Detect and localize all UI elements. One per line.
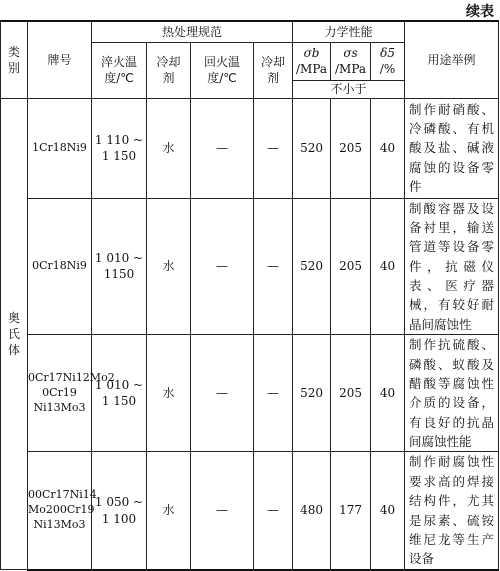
- table-row: [1, 335, 499, 452]
- sigma-b-cell: 520: [293, 198, 331, 335]
- grade-header: 牌号: [28, 21, 92, 98]
- temper-temp-cell: —: [191, 98, 254, 198]
- temper-temp-header: 回火温 度/℃: [191, 42, 254, 98]
- delta-cell: 40: [371, 452, 405, 570]
- quench-temp-cell: 1 110 ~ 1 150: [92, 98, 147, 198]
- quench-temp-cell: 1 010 ~ 1150: [92, 198, 147, 335]
- temper-temp-cell: —: [191, 335, 254, 452]
- sigma-b-cell: 520: [293, 335, 331, 452]
- heat-treatment-header: 热处理规范: [92, 21, 293, 42]
- sigma-b-cell: 520: [293, 98, 331, 198]
- usage-cell: 制作抗硫酸、磷酸、蚁酸及醋酸等腐蚀性介质的设备，有良好的抗晶间腐蚀性能: [405, 335, 499, 452]
- temper-temp-cell: —: [191, 452, 254, 570]
- steel-spec-table: [0, 20, 499, 571]
- sigma-s-cell: 205: [331, 98, 371, 198]
- grade-cell: 00Cr17Ni14 Mo200Cr19 Ni13Mo3: [28, 452, 92, 570]
- table-row: [1, 198, 499, 335]
- coolant-cell: 水: [147, 98, 191, 198]
- grade-cell: 0Cr18Ni9: [28, 198, 92, 335]
- sigma-b-unit: /MPa: [296, 62, 328, 76]
- coolant-cell: 水: [147, 198, 191, 335]
- delta-unit: /%: [379, 62, 396, 76]
- usage-cell: 制酸容器及设备衬里，输送管道等设备零件，抗磁仪表、医疗器械，有较好耐晶间腐蚀性: [405, 198, 499, 335]
- sigma-s-cell: 205: [331, 198, 371, 335]
- mechanical-header: 力学性能: [293, 21, 405, 42]
- delta-header: [371, 42, 405, 80]
- sigma-s-unit: /MPa: [335, 62, 367, 76]
- coolant2-cell: —: [254, 98, 293, 198]
- sigma-s-header: [331, 42, 371, 80]
- coolant-cell: 水: [147, 452, 191, 570]
- table-row: [1, 98, 499, 198]
- coolant-header: 冷却 剂: [147, 42, 191, 98]
- category-cell: 奥 氏 体: [1, 98, 28, 570]
- not-less-than-label: 不小于: [293, 80, 405, 98]
- grade-cell: 0Cr17Ni12Mo2 0Cr19 Ni13Mo3: [28, 335, 92, 452]
- coolant2-cell: —: [254, 452, 293, 570]
- coolant-cell: 水: [147, 335, 191, 452]
- sigma-b-cell: 480: [293, 452, 331, 570]
- sigma-b-symbol: σb: [303, 45, 320, 60]
- coolant-header-2: 冷却 剂: [254, 42, 293, 98]
- sigma-s-cell: 177: [331, 452, 371, 570]
- delta-cell: 40: [371, 98, 405, 198]
- continued-label: 续表: [466, 4, 494, 20]
- coolant2-cell: —: [254, 198, 293, 335]
- quench-temp-cell: 1 050 ~ 1 100: [92, 452, 147, 570]
- delta-symbol: δ5: [380, 45, 395, 60]
- delta-cell: 40: [371, 198, 405, 335]
- usage-cell: 制作耐硝酸、冷磷酸、有机酸及盐、碱液腐蚀的设备零件: [405, 98, 499, 198]
- quench-temp-cell: 1 010 ~ 1 150: [92, 335, 147, 452]
- category-header: 类 别: [1, 21, 28, 98]
- sigma-b-header: [293, 42, 331, 80]
- header-row-1: [1, 21, 499, 42]
- temper-temp-cell: —: [191, 198, 254, 335]
- usage-header: 用途举例: [405, 21, 499, 98]
- usage-cell: 制作耐腐蚀性要求高的焊接结构件，尤其是尿素、硫铵维尼龙等生产设备: [405, 452, 499, 570]
- delta-cell: 40: [371, 335, 405, 452]
- grade-cell: 1Cr18Ni9: [28, 98, 92, 198]
- quench-temp-header: 淬火温 度/℃: [92, 42, 147, 98]
- coolant2-cell: —: [254, 335, 293, 452]
- sigma-s-cell: 205: [331, 335, 371, 452]
- table-row: [1, 452, 499, 570]
- sigma-s-symbol: σs: [343, 45, 358, 60]
